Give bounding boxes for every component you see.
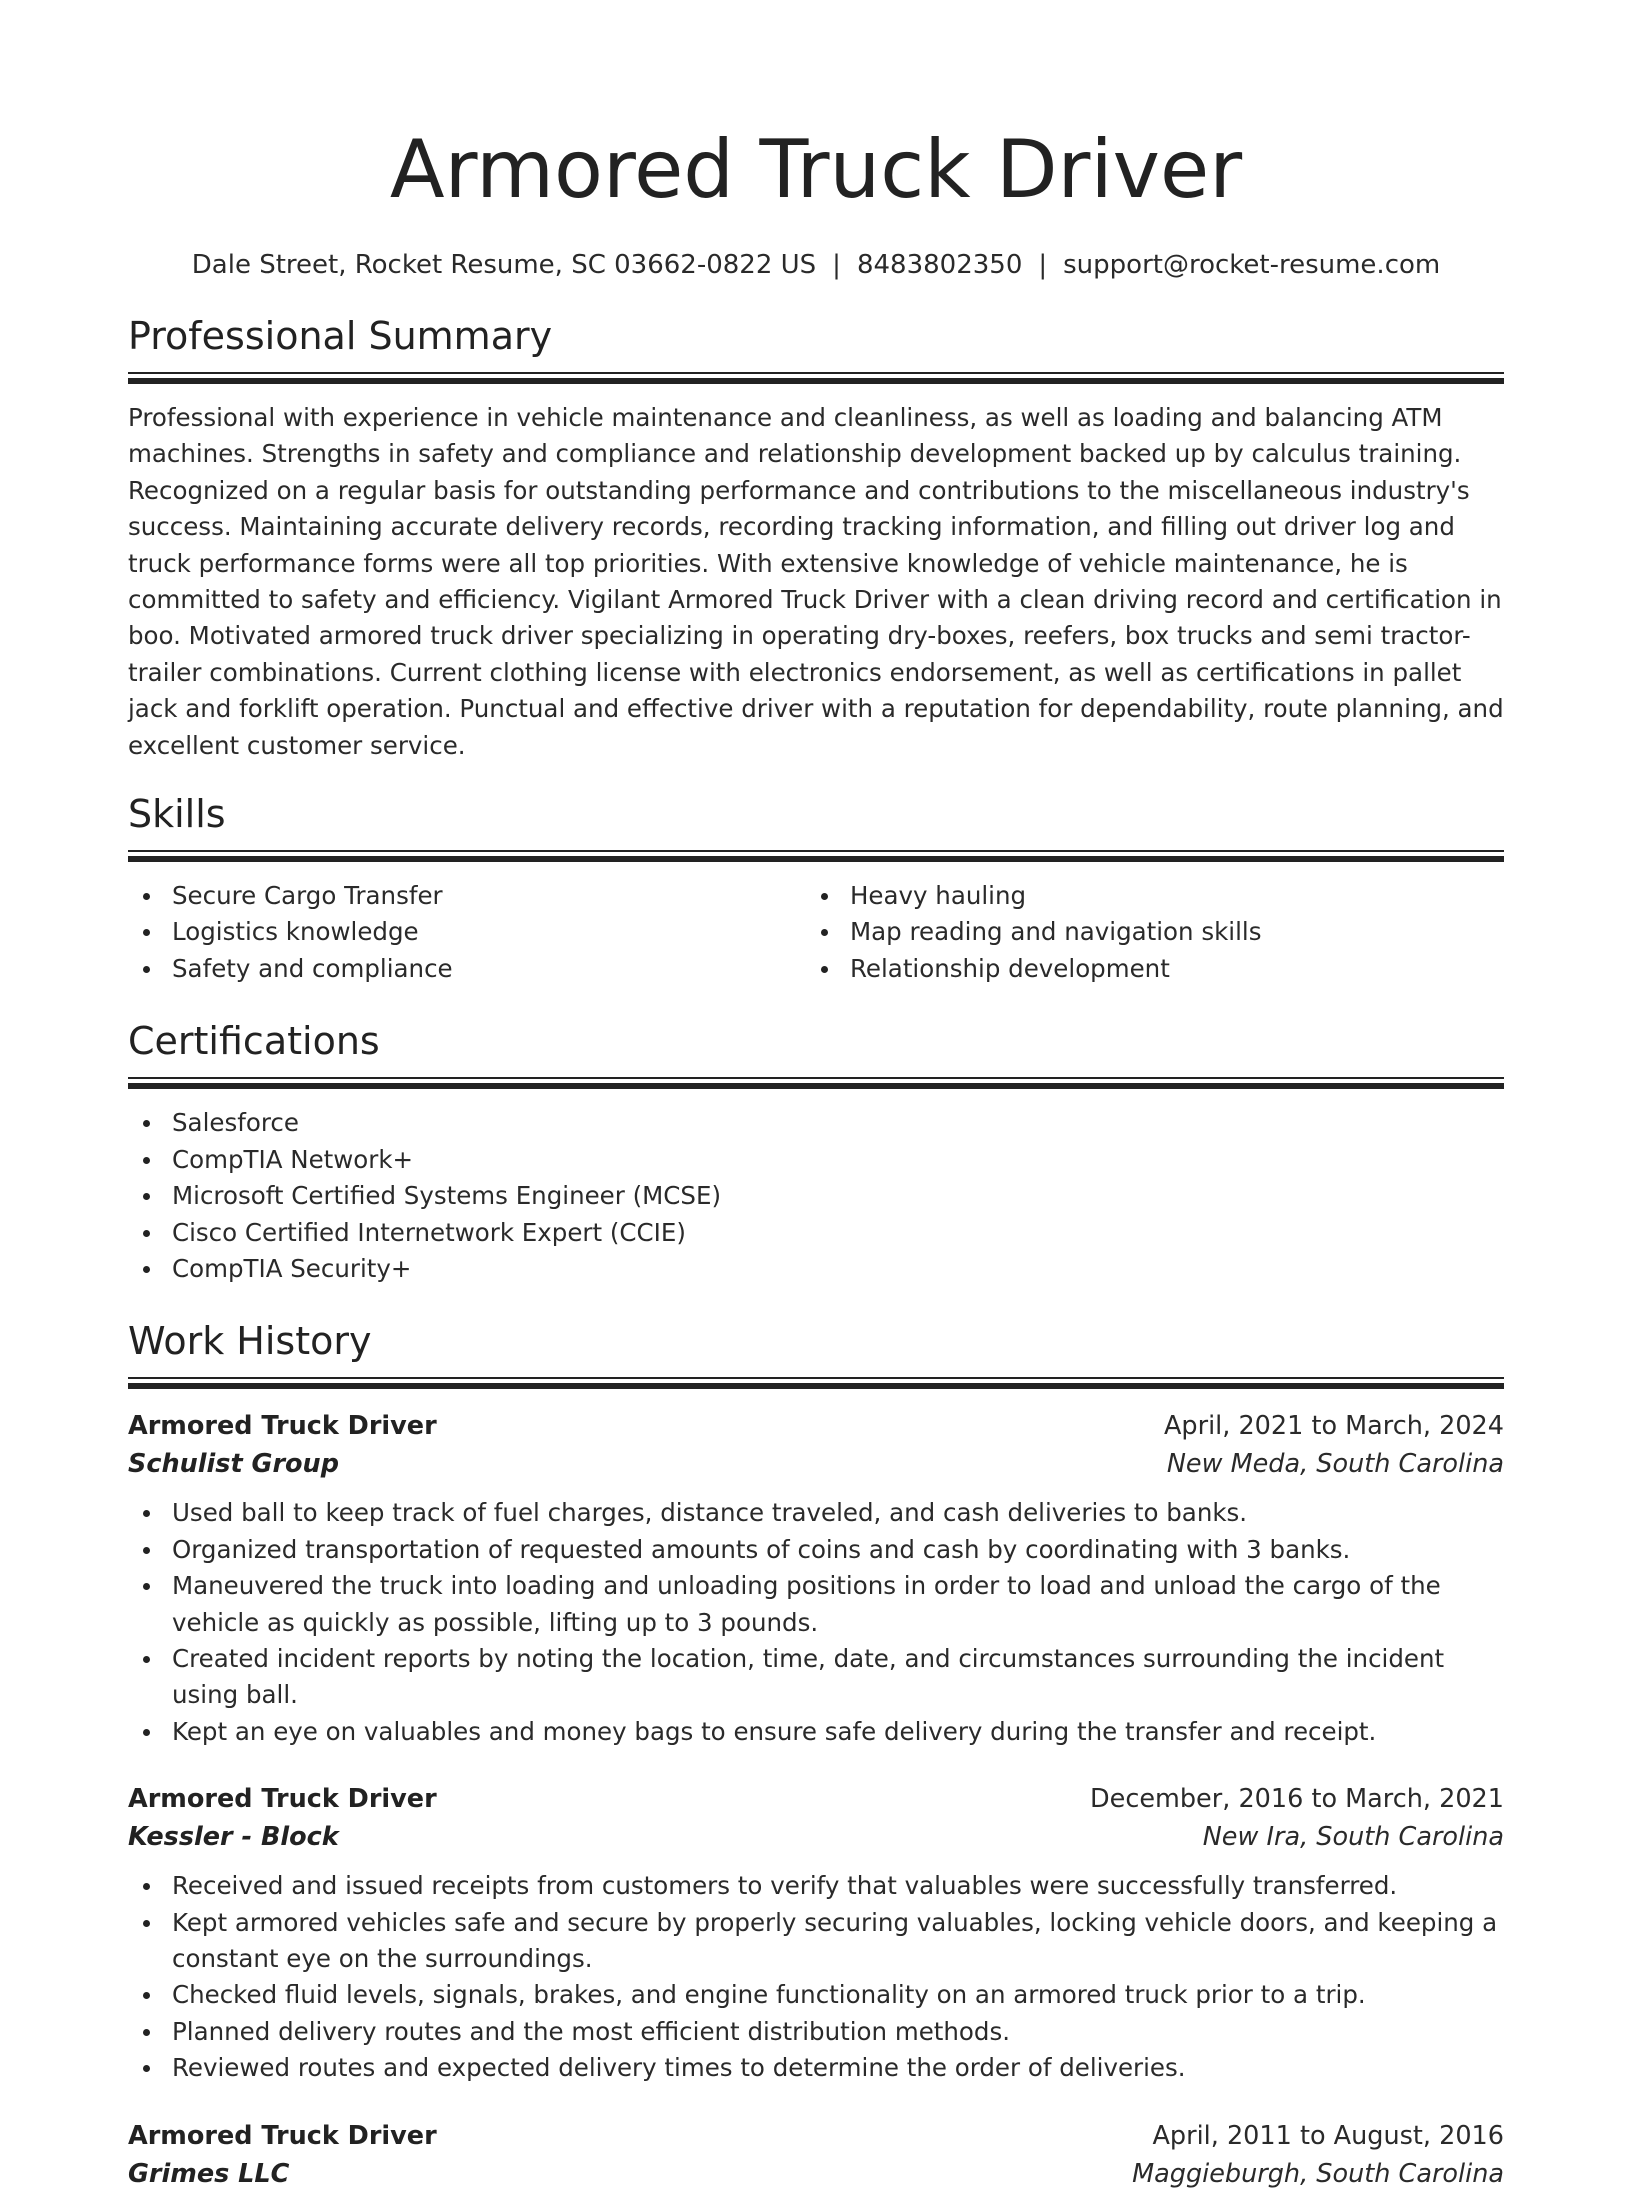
section-divider — [128, 372, 1504, 386]
job-bullet: Checked fluid levels, signals, brakes, and engine functionality on an armored truck prior to a trip. — [128, 1977, 1504, 2013]
job-header — [128, 1780, 1504, 1818]
certification-item: CompTIA Security+ — [128, 1251, 1504, 1287]
skill-item: Relationship development — [806, 951, 1484, 987]
job-subheader — [128, 2155, 1504, 2193]
job-entry — [128, 1407, 1504, 1750]
skill-item: Logistics knowledge — [128, 914, 806, 950]
job-location: New Ira, South Carolina — [1202, 1822, 1504, 1853]
contact-address: Dale Street, Rocket Resume, SC 03662-0822 US — [191, 250, 817, 280]
job-bullet: Received and issued receipts from customers to verify that valuables were successfully transferred. — [128, 1868, 1504, 1904]
skill-item: Secure Cargo Transfer — [128, 878, 806, 914]
skill-item: Heavy hauling — [806, 878, 1484, 914]
section-divider — [128, 1077, 1504, 1091]
job-bullet: Kept an eye on valuables and money bags to ensure safe delivery during the transfer and receipt. — [128, 1714, 1504, 1750]
job-bullets — [128, 1495, 1504, 1750]
job-entry — [128, 2117, 1504, 2193]
section-title-skills: Skills — [128, 792, 226, 837]
contact-email: support@rocket-resume.com — [1063, 250, 1441, 280]
skill-item: Safety and compliance — [128, 951, 806, 987]
job-bullet: Planned delivery routes and the most efficient distribution methods. — [128, 2014, 1504, 2050]
skills-column-left — [128, 878, 806, 987]
skill-item: Map reading and navigation skills — [806, 914, 1484, 950]
job-company: Kessler - Block — [128, 1822, 339, 1853]
job-company: Schulist Group — [128, 1449, 339, 1480]
job-dates: April, 2011 to August, 2016 — [1152, 2120, 1504, 2151]
job-bullets — [128, 1868, 1504, 2086]
section-title-work-history: Work History — [128, 1319, 372, 1364]
job-header — [128, 1407, 1504, 1445]
certification-item: Microsoft Certified Systems Engineer (MCSE) — [128, 1178, 1504, 1214]
summary-section — [128, 312, 1504, 764]
contact-separator: | — [832, 250, 841, 280]
resume-name: Armored Truck Driver — [389, 123, 1243, 216]
job-location: New Meda, South Carolina — [1166, 1449, 1504, 1480]
certification-item: CompTIA Network+ — [128, 1142, 1504, 1178]
skills-section — [128, 790, 1504, 987]
job-header — [128, 2117, 1504, 2155]
job-entry — [128, 1780, 1504, 2086]
job-subheader — [128, 1445, 1504, 1483]
job-bullet: Used ball to keep track of fuel charges, distance traveled, and cash deliveries to banks. — [128, 1495, 1504, 1531]
resume-page — [128, 0, 1504, 2193]
work-history-section — [128, 1317, 1504, 2192]
job-subheader — [128, 1818, 1504, 1856]
certifications-section — [128, 1017, 1504, 1287]
section-title-certifications: Certifications — [128, 1019, 380, 1064]
job-title: Armored Truck Driver — [128, 1411, 437, 1442]
contact-phone: 8483802350 — [856, 250, 1023, 280]
job-bullet: Organized transportation of requested amounts of coins and cash by coordinating with 3 banks. — [128, 1532, 1504, 1568]
job-dates: December, 2016 to March, 2021 — [1090, 1784, 1504, 1815]
job-title: Armored Truck Driver — [128, 2120, 437, 2151]
section-divider — [128, 850, 1504, 864]
job-title: Armored Truck Driver — [128, 1784, 437, 1815]
job-bullet: Maneuvered the truck into loading and unloading positions in order to load and unload the cargo of the vehicle as quickly as possible, lifting up to 3 pounds. — [128, 1568, 1504, 1641]
skills-column-right — [806, 878, 1484, 987]
contact-separator: | — [1038, 250, 1048, 280]
certification-item: Salesforce — [128, 1105, 1504, 1141]
certifications-list — [128, 1105, 1504, 1287]
job-dates: April, 2021 to March, 2024 — [1163, 1411, 1504, 1442]
job-bullet: Kept armored vehicles safe and secure by properly securing valuables, locking vehicle doors, and keeping a constant eye on the surroundings. — [128, 1905, 1504, 1978]
contact-line — [128, 248, 1504, 282]
job-location: Maggieburgh, South Carolina — [1132, 2158, 1504, 2189]
certification-item: Cisco Certified Internetwork Expert (CCIE) — [128, 1215, 1504, 1251]
job-bullet: Created incident reports by noting the location, time, date, and circumstances surrounding the incident using ball. — [128, 1641, 1504, 1714]
section-divider — [128, 1377, 1504, 1391]
section-title-summary: Professional Summary — [128, 314, 553, 358]
summary-text: Professional with experience in vehicle maintenance and cleanliness, as well as loading and balancing ATM machines. Strengths in safety and compliance and relationship development backed up by calculus training. Recognized on a regular basis for outstanding performance and contributions to the miscellaneous industry's success. Maintaining accurate delivery records, recording tracking information, and filling out driver log and truck performance forms were all top priorities. With extensive knowledge of vehicle maintenance, he is committed to safety and efficiency. Vigilant Armored Truck Driver with a clean driving record and certification in boo. Motivated armored truck driver specializing in operating dry-boxes, reefers, box trucks and semi tractor-trailer combinations. Current clothing license with electronics endorsement, as well as certifications in pallet jack and forklift operation. Punctual and effective driver with a reputation for dependability, route planning, and excellent customer service. — [128, 403, 1504, 760]
job-company: Grimes LLC — [128, 2158, 290, 2189]
skills-columns — [128, 878, 1504, 987]
job-bullet: Reviewed routes and expected delivery times to determine the order of deliveries. — [128, 2050, 1504, 2086]
